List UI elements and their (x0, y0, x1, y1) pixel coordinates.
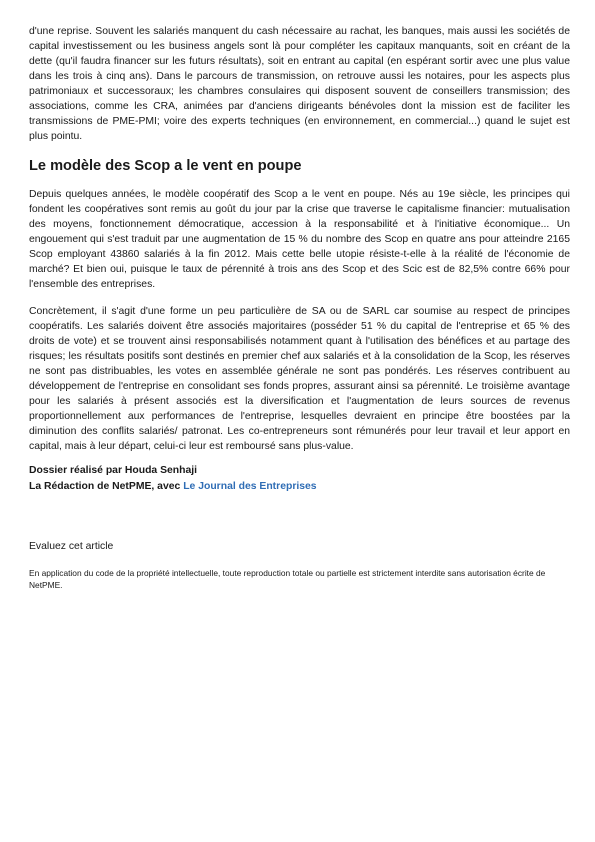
article-paragraph-2: Depuis quelques années, le modèle coopératif des Scop a le vent en poupe. Nés au 19e siècle, les principes qui fondent les coopératives sont remis au goût du jour par la crise que traverse le capitalisme financier: mutualisation des moyens, fonctionnement démocratique, accession à la responsabilité et à l'initiative économique... Un engouement qui s'est traduit par une augmentation de 15 % du nombre des Scop en quatre ans pour atteindre 2165 Scop employant 43860 salariés à la fin 2012. Mais cette belle utopie résiste-t-elle à la réalité de l'économie de marché? Et bien oui, puisque le taux de pérennité à trois ans des Scop et des Scic est de 82,5% contre 66% pour l'ensemble des entreprises. (29, 189, 570, 290)
article-page (29, 24, 570, 591)
rate-article-label: Evaluez cet article (29, 541, 114, 552)
article-paragraph-1: d'une reprise. Souvent les salariés manquent du cash nécessaire au rachat, les banques, mais aussi les sociétés de capital investissement ou les business angels sont là pour compléter les capitaux manquants, soit en créant de la dette (qu'il faudra financer sur les futurs résultats), soit en entrant au capital (en espérant sortir avec une plus value dans les trois à cinq ans). Dans le parcours de transmission, on retrouve aussi les notaires, pour les aspects plus patrimoniaux et successoraux; les chambres consulaires qui disposent souvent de conseillers transmission; des associations, comme les CRA, animées par d'anciens dirigeants bénévoles dont la mission est de faciliter les transmissions de PME-PMI; voire des experts techniques (en environnement, en commercial...) quand le sujet est plus pointu. (29, 26, 570, 142)
journal-des-entreprises-link[interactable]: Le Journal des Entreprises (183, 481, 317, 492)
credits-spacer (29, 454, 570, 463)
article-paragraph-3: Concrètement, il s'agit d'une forme un peu particulière de SA ou de SARL car soumise au respect de principes coopératifs. Les salariés doivent être associés majoritaires (posséder 51 % du capital de l'entreprise et 65 % des droits de vote) et se trouvent ainsi responsabilisés notamment quant à l'utilisation des bénéfices et au partage des risques; les résultats positifs sont destinés en premier chef aux salariés et à la consolidation de la Scop, les réserves ne sont pas distribuables, les votes en assemblée générale ne sont pas pondérés. Les réserves contribuent au développement de l'entreprise en consolidant ses fonds propres, assurant ainsi sa pérennité. Le troisième avantage pour les salariés à présent associés est la diversification et l'augmentation de leurs sources de revenus proportionnellement aux performances de l'entreprise, lesquelles devraient en principe être boostées par la diminution des conflits salariés/ patronat. Les co-entrepreneurs sont rémunérés pour leur travail et leur apport en capital, mais à leur départ, celui-ci leur est remboursé sans plus-value. (29, 306, 570, 452)
publisher-credit-prefix: La Rédaction de NetPME, avec (29, 481, 184, 492)
section-heading: Le modèle des Scop a le vent en poupe (29, 158, 302, 174)
paragraph-spacer (29, 292, 570, 304)
publisher-credit (29, 479, 570, 495)
copyright-notice: En application du code de la propriété intellectuelle, toute reproduction totale ou partielle est strictement interdite sans autorisation écrite de NetPME. (29, 568, 546, 590)
author-credit: Dossier réalisé par Houda Senhaji (29, 465, 198, 476)
